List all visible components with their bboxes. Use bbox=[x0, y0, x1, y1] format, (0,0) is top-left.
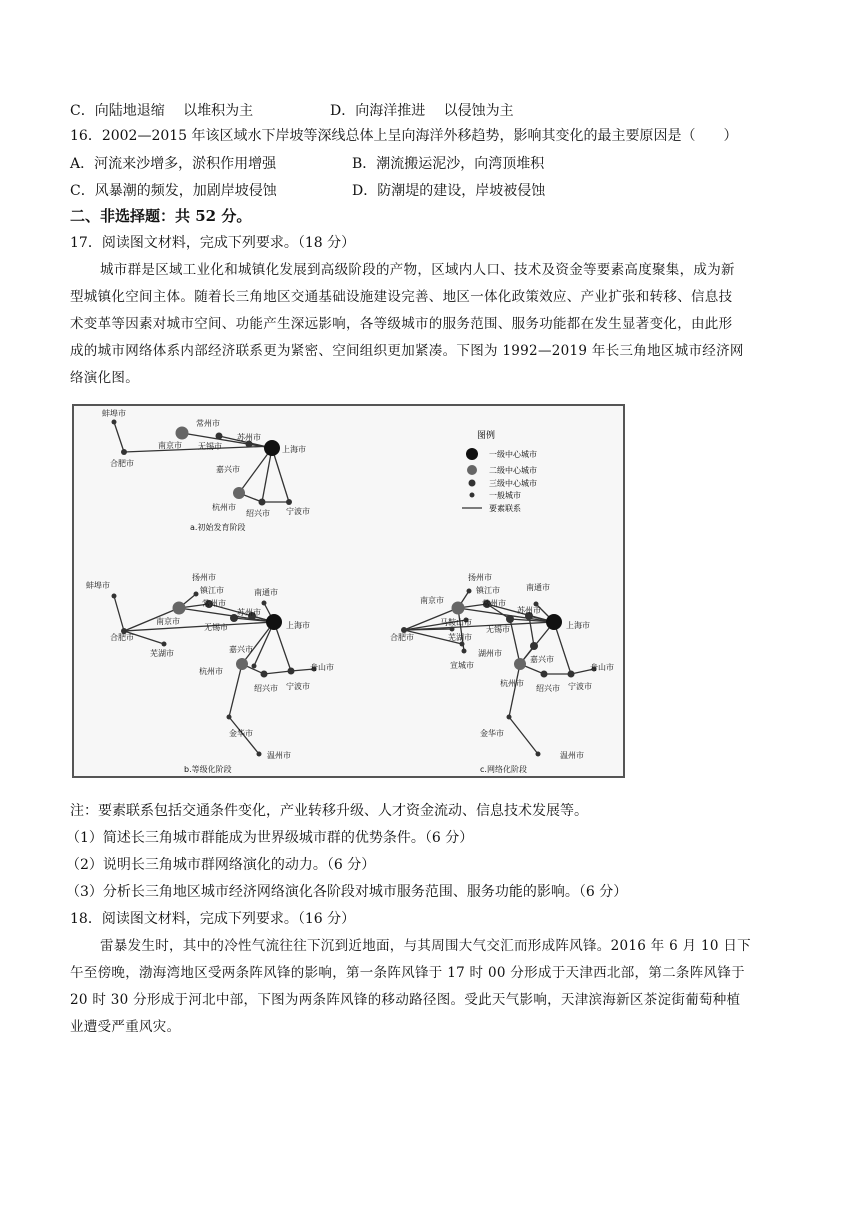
panel-caption: a.初始发育阶段 bbox=[190, 523, 246, 532]
q16-stem: 16．2002—2015 年该区域水下岸坡等深线总体上呈向海洋外移趋势，影响其变化的最主要原因是（ ） bbox=[70, 128, 738, 144]
q16-option-b: B．潮流搬运泥沙，向湾顶堆积 bbox=[352, 156, 545, 172]
city-label: 南京市 bbox=[158, 441, 182, 450]
city-label: 无锡市 bbox=[486, 625, 510, 634]
q18-para-line: 业遭受严重风灾。 bbox=[70, 1019, 181, 1035]
city-label: 绍兴市 bbox=[254, 684, 278, 693]
city-label: 扬州市 bbox=[468, 573, 492, 582]
city-label: 蚌埠市 bbox=[102, 409, 126, 418]
q16-option-c: C．风暴潮的频发，加剧岸坡侵蚀 bbox=[70, 183, 277, 199]
city-label: 马鞍山市 bbox=[440, 618, 472, 627]
q17-para-line: 型城镇化空间主体。随着长三角地区交通基础设施建设完善、地区一体化政策效应、产业扩张和转移、信息技 bbox=[70, 289, 733, 305]
figure-note: 注：要素联系包括交通条件变化，产业转移升级、人才资金流动、信息技术发展等。 bbox=[70, 803, 588, 819]
q17-stem: 17．阅读图文材料，完成下列要求。（18 分） bbox=[70, 235, 356, 251]
q15-option-d: D．向海洋推进 以侵蚀为主 bbox=[330, 103, 514, 119]
city-label: 舟山市 bbox=[310, 663, 334, 672]
legend-item: 要素联系 bbox=[489, 504, 521, 513]
city-label: 无锡市 bbox=[198, 442, 222, 451]
q17-para-line: 城市群是区域工业化和城镇化发展到高级阶段的产物，区域内人口、技术及资金等要素高度聚集，成为新 bbox=[100, 262, 735, 278]
city-label: 苏州市 bbox=[237, 608, 261, 617]
city-label: 上海市 bbox=[566, 621, 590, 630]
city-label: 绍兴市 bbox=[536, 684, 560, 693]
city-label: 常州市 bbox=[482, 599, 506, 608]
panel-caption: c.网络化阶段 bbox=[480, 765, 527, 774]
city-label: 苏州市 bbox=[517, 606, 541, 615]
q18-stem: 18．阅读图文材料，完成下列要求。（16 分） bbox=[70, 911, 356, 927]
q16-option-a: A．河流来沙增多，淤积作用增强 bbox=[70, 156, 277, 172]
city-label: 芜湖市 bbox=[150, 649, 174, 658]
city-label: 杭州市 bbox=[500, 679, 524, 688]
city-label: 嘉兴市 bbox=[216, 465, 240, 474]
city-label: 舟山市 bbox=[590, 663, 614, 672]
city-label: 南通市 bbox=[254, 588, 278, 597]
city-label: 宣城市 bbox=[450, 661, 474, 670]
city-label: 合肥市 bbox=[110, 633, 134, 642]
city-label: 宁波市 bbox=[286, 507, 310, 516]
city-label: 无锡市 bbox=[204, 623, 228, 632]
city-label: 温州市 bbox=[267, 751, 291, 760]
legend-item: 一级中心城市 bbox=[489, 450, 537, 459]
city-label: 蚌埠市 bbox=[86, 581, 110, 590]
city-labels bbox=[86, 408, 614, 774]
city-label: 宁波市 bbox=[286, 682, 310, 691]
q17-para-line: 络演化图。 bbox=[70, 370, 139, 386]
city-label: 绍兴市 bbox=[246, 509, 270, 518]
city-label: 扬州市 bbox=[192, 573, 216, 582]
section-heading: 二、非选择题：共 52 分。 bbox=[70, 207, 252, 225]
q15-option-c: C．向陆地退缩 以堆积为主 bbox=[70, 103, 254, 119]
city-label: 镇江市 bbox=[200, 586, 224, 595]
city-label: 金华市 bbox=[480, 729, 504, 738]
city-label: 嘉兴市 bbox=[229, 645, 253, 654]
city-label: 温州市 bbox=[560, 751, 584, 760]
city-label: 南京市 bbox=[420, 596, 444, 605]
city-label: 湖州市 bbox=[478, 649, 502, 658]
legend-title: 图例 bbox=[477, 431, 496, 441]
city-label: 上海市 bbox=[286, 621, 310, 630]
city-label: 芜湖市 bbox=[448, 633, 472, 642]
city-label: 南通市 bbox=[526, 583, 550, 592]
city-label: 常州市 bbox=[196, 419, 220, 428]
city-label: 上海市 bbox=[282, 445, 306, 454]
panel-caption: b.等级化阶段 bbox=[184, 765, 232, 774]
q17-para-line: 术变革等因素对城市空间、功能产生深远影响，各等级城市的服务范围、服务功能都在发生显著变化，由此形 bbox=[70, 316, 733, 332]
city-label: 镇江市 bbox=[476, 586, 500, 595]
city-label: 嘉兴市 bbox=[530, 655, 554, 664]
q17-sub3: （3）分析长三角地区城市经济网络演化各阶段对城市服务范围、服务功能的影响。（6 分） bbox=[66, 884, 628, 900]
city-label: 常州市 bbox=[202, 599, 226, 608]
q17-sub2: （2）说明长三角城市群网络演化的动力。（6 分） bbox=[66, 857, 376, 873]
city-label: 杭州市 bbox=[212, 503, 236, 512]
city-label: 苏州市 bbox=[237, 433, 261, 442]
city-label: 杭州市 bbox=[199, 667, 223, 676]
q17-sub1: （1）简述长三角城市群能成为世界级城市群的优势条件。（6 分） bbox=[66, 830, 474, 846]
city-label: 金华市 bbox=[229, 729, 253, 738]
city-label: 南京市 bbox=[156, 617, 180, 626]
legend-item: 一般城市 bbox=[489, 491, 521, 500]
city-label: 宁波市 bbox=[568, 682, 592, 691]
legend-item: 三级中心城市 bbox=[489, 479, 537, 488]
q18-para-line: 雷暴发生时，其中的冷性气流往往下沉到近地面，与其周围大气交汇而形成阵风锋。2016 年 6 月 10 日下 bbox=[100, 938, 751, 954]
city-label: 合肥市 bbox=[390, 633, 414, 642]
legend-item: 二级中心城市 bbox=[489, 466, 537, 475]
q18-para-line: 午至傍晚，渤海湾地区受两条阵风锋的影响，第一条阵风锋于 17 时 00 分形成于天津西北部，第二条阵风锋于 bbox=[70, 965, 745, 981]
city-label: 合肥市 bbox=[110, 459, 134, 468]
city-network-figure bbox=[72, 404, 625, 778]
q17-para-line: 成的城市网络体系内部经济联系更为紧密、空间组织更加紧凑。下图为 1992—2019 年长三角地区城市经济网 bbox=[70, 343, 744, 359]
q18-para-line: 20 时 30 分形成于河北中部，下图为两条阵风锋的移动路径图。受此天气影响，天津滨海新区茶淀街葡萄种植 bbox=[70, 992, 741, 1008]
city-network-svg bbox=[74, 406, 623, 776]
q16-option-d: D．防潮堤的建设，岸坡被侵蚀 bbox=[352, 183, 546, 199]
legend bbox=[462, 429, 537, 513]
